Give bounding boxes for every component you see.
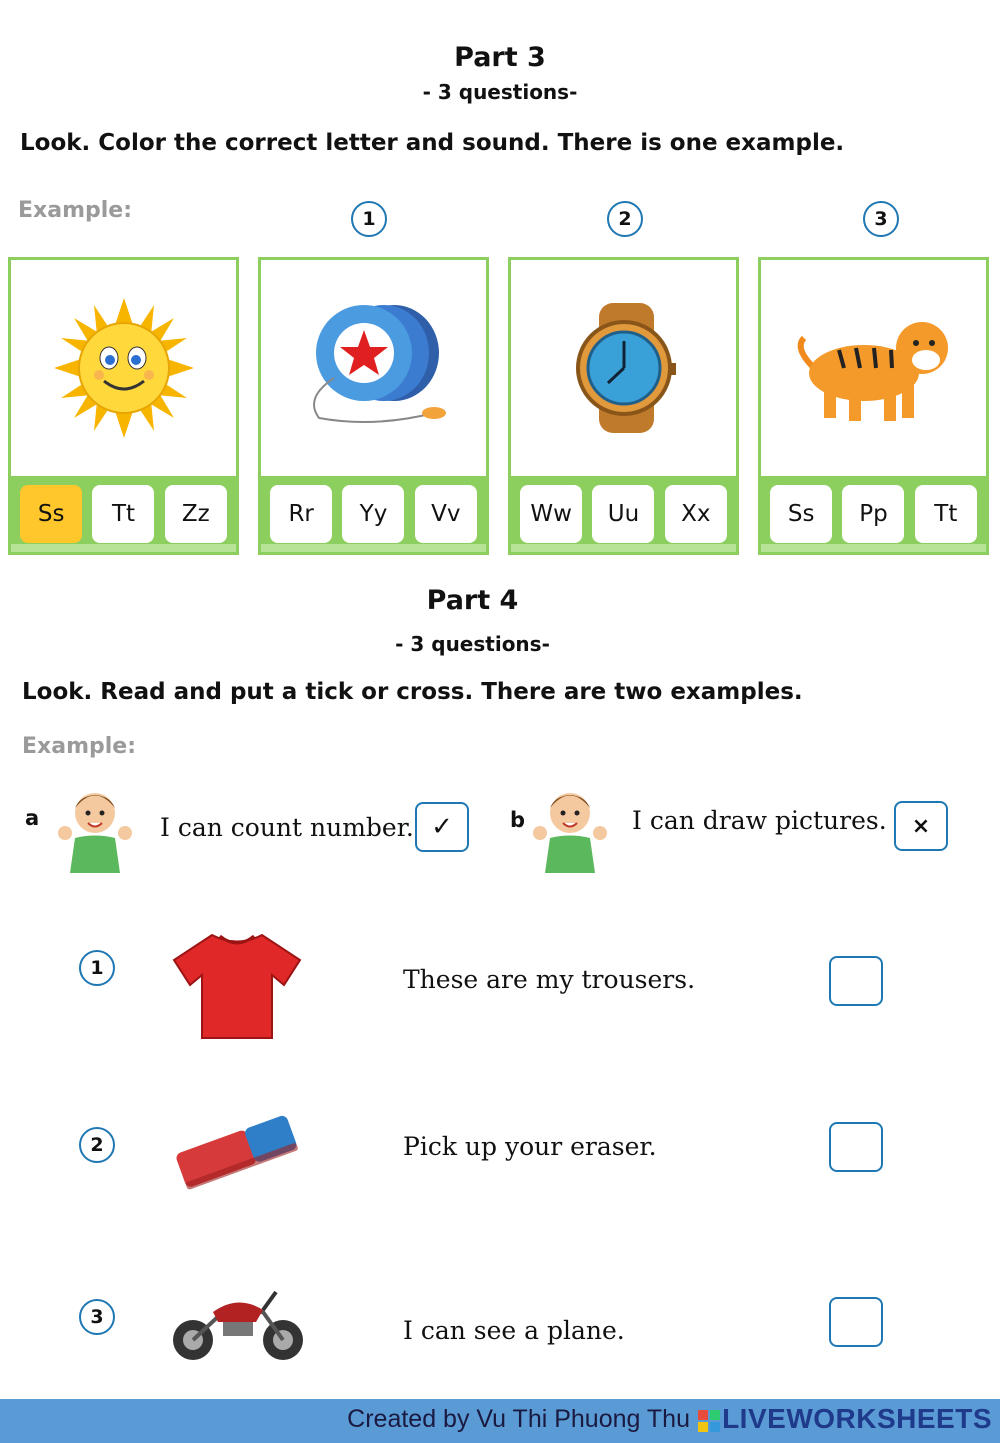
boy-icon (55, 778, 135, 877)
example-letter-b: b (510, 808, 526, 832)
footer-brand[interactable]: LIVEWORKSHEETS (722, 1403, 992, 1434)
liveworksheets-logo-icon (698, 1410, 720, 1432)
boy-icon (530, 778, 610, 877)
part4-instruction: Look. Read and put a tick or cross. There are two examples. (22, 679, 803, 705)
yoyo-icon (261, 260, 486, 475)
question-card-1 (258, 257, 489, 555)
question-sentence-2: Pick up your eraser. (403, 1132, 657, 1161)
question-card-3 (758, 257, 989, 555)
option-tt[interactable]: Tt (915, 485, 977, 543)
footer-credit: Created by Vu Thi Phuong Thu (347, 1405, 690, 1433)
options-row (11, 476, 236, 552)
part3-subtitle: - 3 questions- (422, 80, 578, 104)
part4-title: Part 4 (426, 585, 519, 616)
question-number-3: 3 (863, 201, 899, 237)
question-card-2 (508, 257, 739, 555)
question-number-1: 1 (79, 950, 115, 986)
option-xx[interactable]: Xx (665, 485, 727, 543)
option-tt[interactable]: Tt (92, 485, 154, 543)
option-zz[interactable]: Zz (165, 485, 227, 543)
options-row (261, 476, 486, 552)
option-ss[interactable]: Ss (20, 485, 82, 543)
option-uu[interactable]: Uu (592, 485, 654, 543)
options-row (511, 476, 736, 552)
tshirt-icon (172, 930, 302, 1044)
part3-title: Part 3 (454, 42, 546, 73)
part3-instruction: Look. Color the correct letter and sound. There is one example. (20, 130, 845, 156)
example-card (8, 257, 239, 555)
question-number-3: 3 (79, 1299, 115, 1335)
answer-box-1[interactable] (829, 956, 883, 1006)
options-row (761, 476, 986, 552)
part4-subtitle: - 3 questions- (395, 632, 550, 656)
tiger-icon (761, 260, 986, 475)
question-number-1: 1 (351, 201, 387, 237)
answer-box-2[interactable] (829, 1122, 883, 1172)
example-letter-a: a (25, 806, 40, 830)
sun-icon (11, 260, 236, 475)
watch-icon (511, 260, 736, 475)
tick-box-example-a[interactable]: ✓ (415, 802, 469, 852)
option-pp[interactable]: Pp (842, 485, 904, 543)
question-sentence-3: I can see a plane. (403, 1316, 625, 1345)
question-number-2: 2 (79, 1127, 115, 1163)
example-sentence-a: I can count number. (160, 813, 414, 842)
part4-example-label: Example: (22, 734, 136, 759)
question-number-2: 2 (607, 201, 643, 237)
motorbike-icon (168, 1282, 308, 1368)
part3-example-label: Example: (18, 198, 132, 223)
option-vv[interactable]: Vv (415, 485, 477, 543)
footer-bar (0, 1399, 1000, 1443)
cross-box-example-b[interactable]: × (894, 801, 948, 851)
eraser-icon (172, 1108, 302, 1197)
option-ss[interactable]: Ss (770, 485, 832, 543)
example-sentence-b: I can draw pictures. (632, 806, 887, 835)
option-ww[interactable]: Ww (520, 485, 582, 543)
question-sentence-1: These are my trousers. (403, 965, 696, 994)
answer-box-3[interactable] (829, 1297, 883, 1347)
option-yy[interactable]: Yy (342, 485, 404, 543)
option-rr[interactable]: Rr (270, 485, 332, 543)
